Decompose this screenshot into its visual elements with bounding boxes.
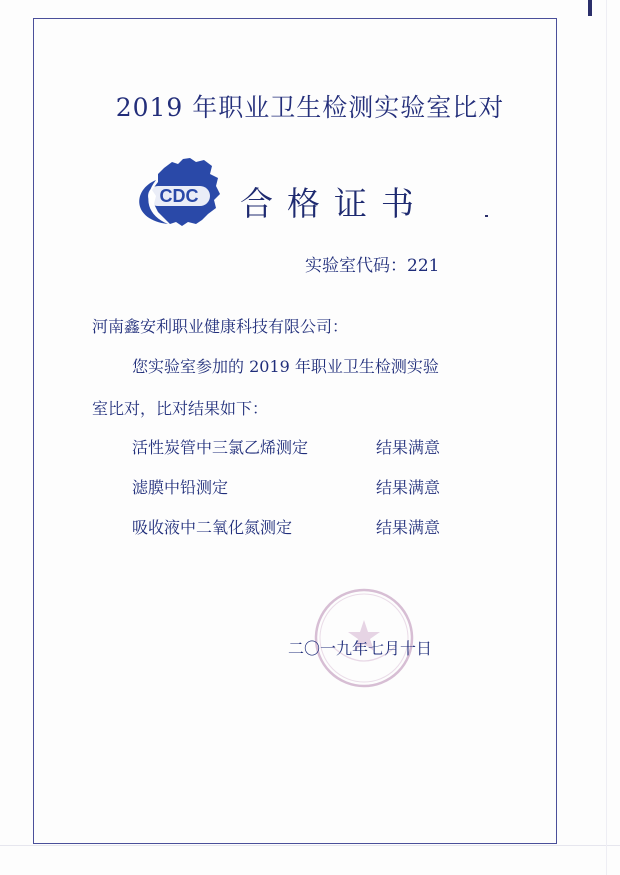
lab-code-label: 实验室代码： — [305, 256, 407, 276]
scan-artifact — [588, 0, 592, 16]
issue-date: 二〇一九年七月十日 — [288, 639, 433, 658]
test-item-name: 活性炭管中三氯乙烯测定 — [132, 438, 309, 457]
lab-code — [305, 251, 439, 276]
certificate-title: 2019 年职业卫生检测实验室比对 — [115, 93, 505, 122]
body-text-line-2: 室比对，比对结果如下： — [92, 399, 269, 418]
test-item-result: 结果满意 — [376, 478, 441, 497]
test-item-result: 结果满意 — [376, 438, 441, 457]
company-name: 河南鑫安利职业健康科技有限公司： — [92, 317, 349, 336]
cdc-logo-icon — [128, 150, 228, 234]
scan-artifact — [0, 845, 620, 846]
body-text-line-1: 您实验室参加的 2019 年职业卫生检测实验 — [132, 357, 439, 376]
logo-text: CDC — [159, 186, 199, 206]
certificate-border — [33, 18, 557, 844]
test-item-result: 结果满意 — [376, 518, 441, 537]
scan-artifact — [606, 0, 607, 875]
certificate-heading: 合格证书 — [240, 184, 428, 223]
lab-code-value: 221 — [407, 256, 440, 276]
test-item-name: 滤膜中铅测定 — [132, 478, 229, 497]
test-item-name: 吸收液中二氧化氮测定 — [132, 518, 293, 537]
